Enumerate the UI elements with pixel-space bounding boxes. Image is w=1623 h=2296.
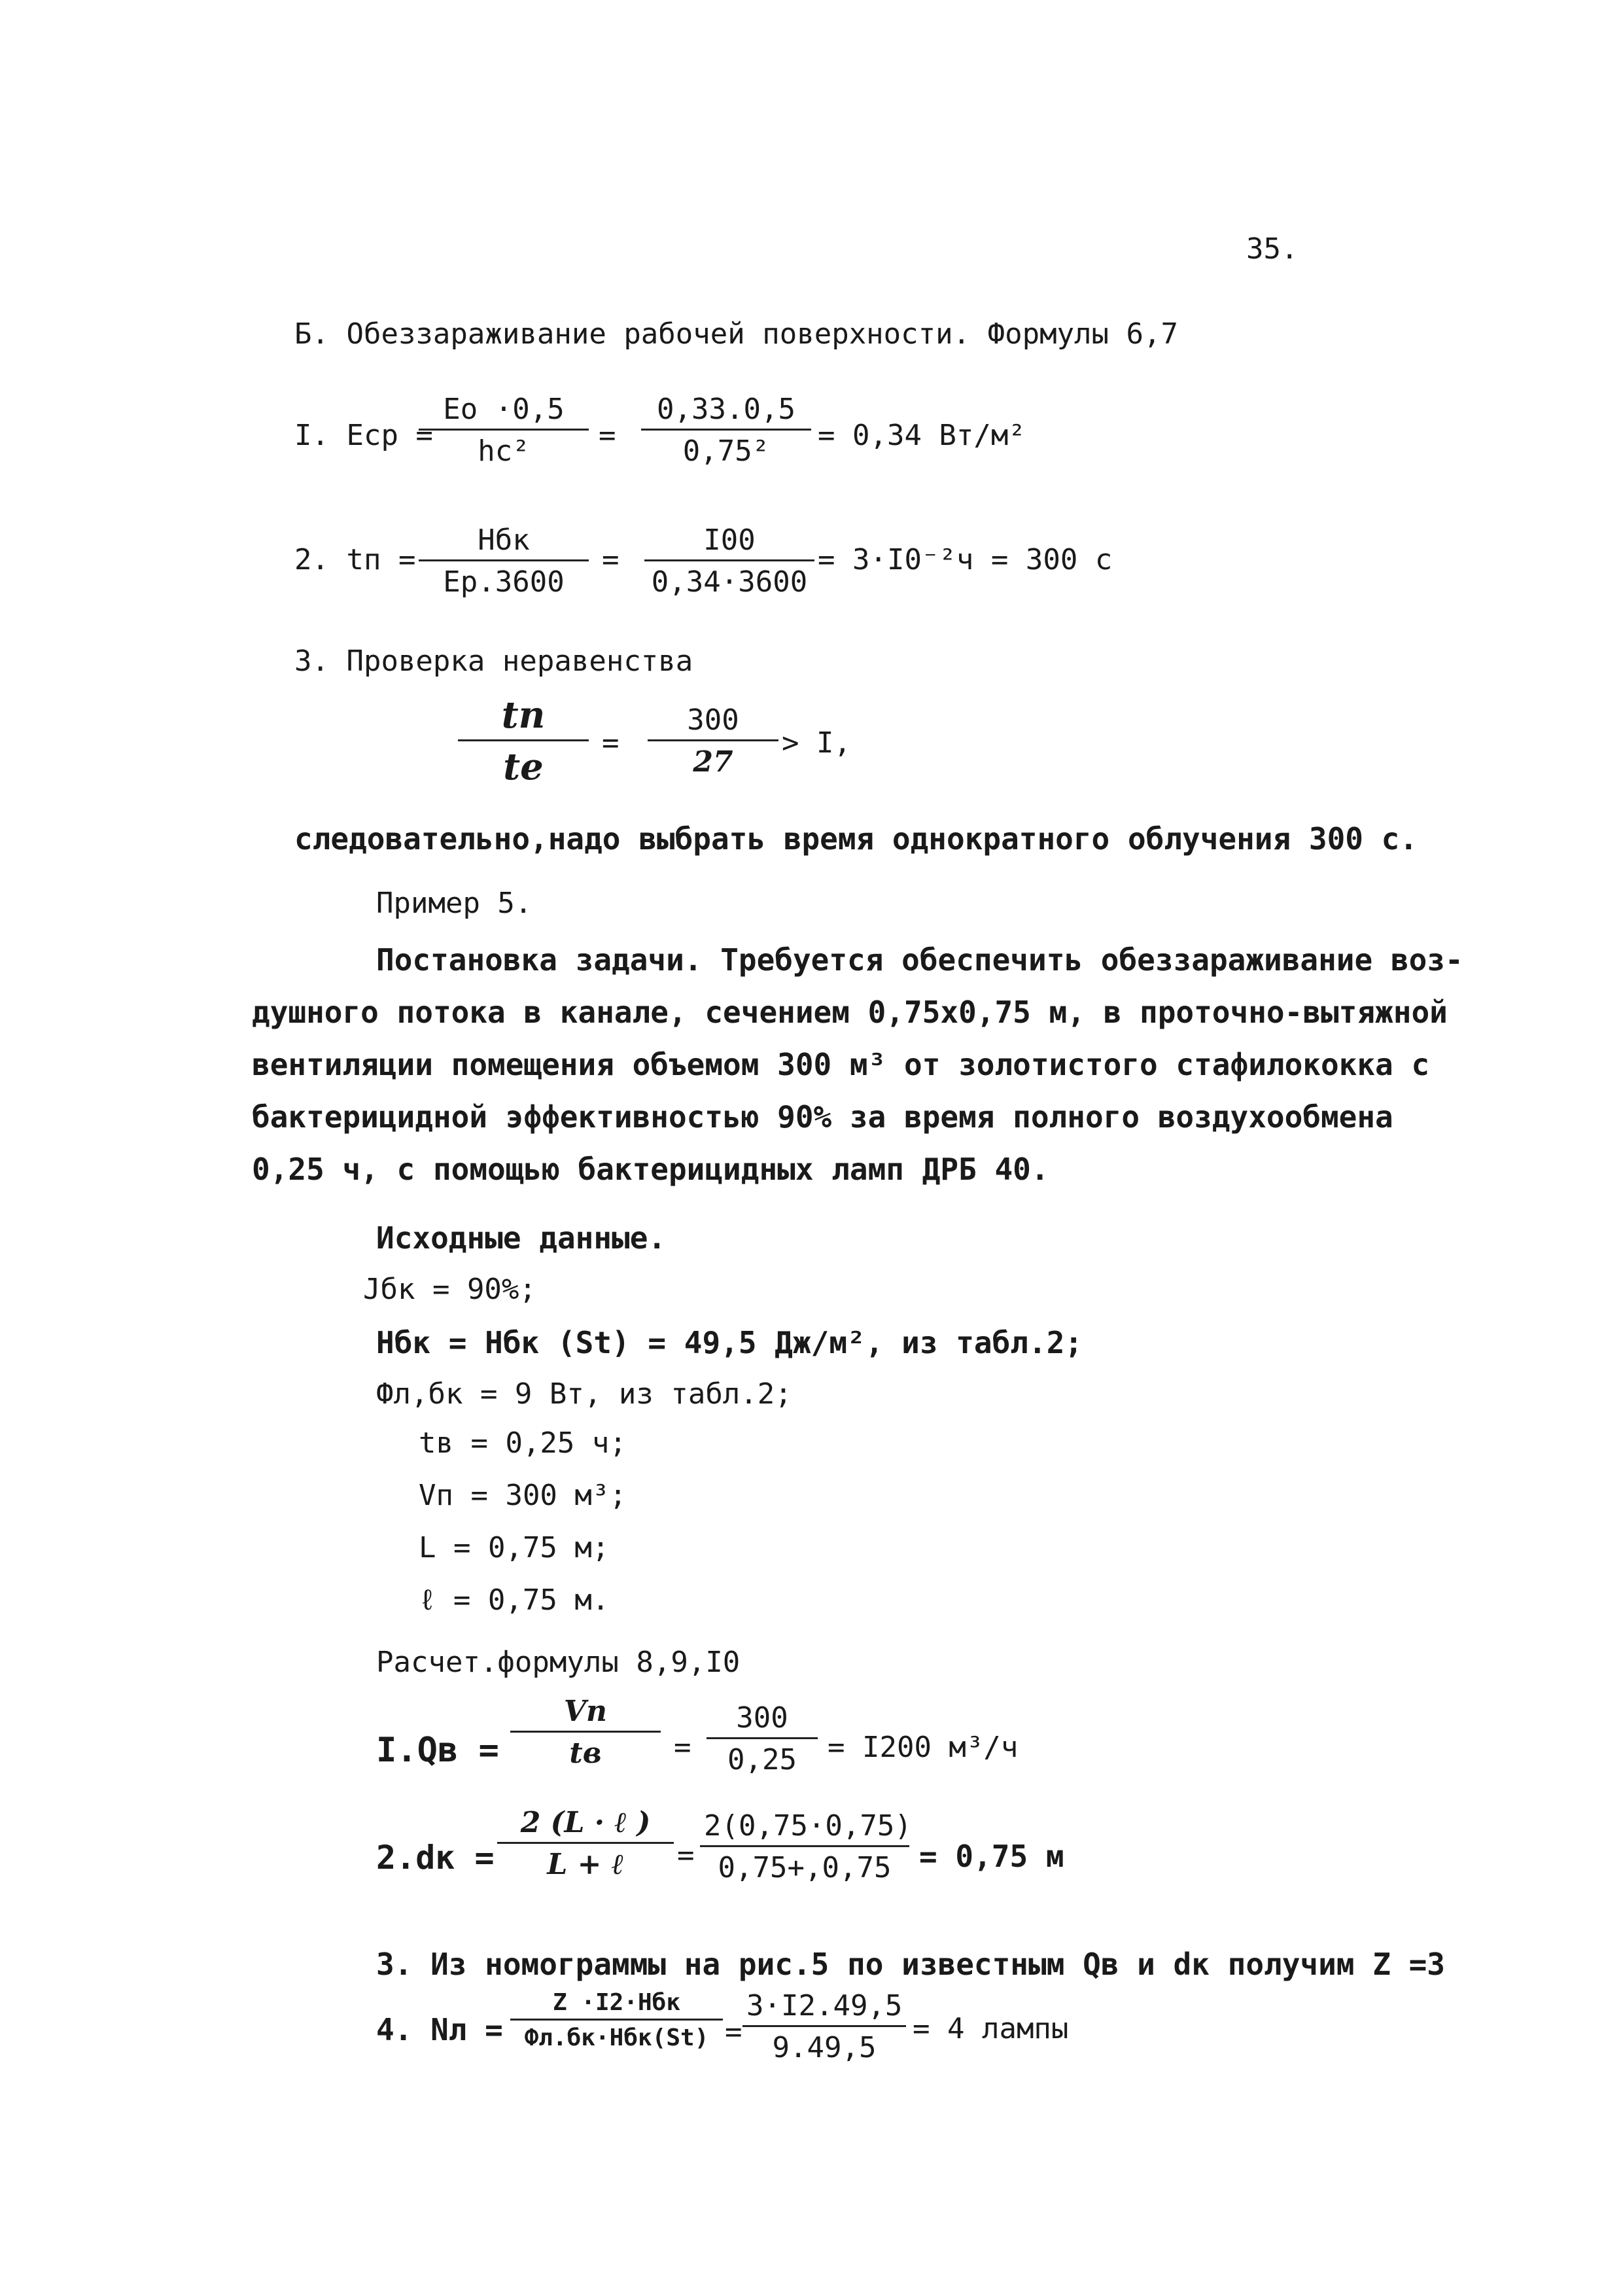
c4-result: = 4 лампы <box>913 2012 1069 2045</box>
input-data-title: Исходные данные. <box>376 1220 667 1256</box>
c4-fraction-2 <box>742 1989 906 2064</box>
eq3-equals: = <box>602 726 620 760</box>
c1-fraction-2 <box>707 1701 818 1776</box>
c2-fraction-2 <box>700 1809 912 1884</box>
c4-fraction-1 <box>510 1989 723 2051</box>
c1-f2-den: 0,25 <box>727 1743 797 1776</box>
eq1-f1-num: Eо ·0,5 <box>419 393 589 431</box>
c1-f1-den: tв <box>569 1737 602 1770</box>
c1-fraction-1 <box>510 1695 661 1770</box>
eq2-f1-num: Нбк <box>419 523 589 561</box>
section-b-heading: Б. Обеззараживание рабочей поверхности. Формулы 6,7 <box>294 317 1179 351</box>
c2-result: = 0,75 м <box>919 1839 1064 1874</box>
problem-line-2: душного потока в канале, сечением 0,75x0,75 м, в проточно-вытяжной <box>252 995 1448 1030</box>
c4-equals: = <box>725 2015 742 2049</box>
section-b-conclusion: следовательно,надо выбрать время однократного облучения 300 с. <box>294 821 1418 857</box>
eq2-label: 2. tп = <box>294 543 416 576</box>
eq2-result: = 3·I0⁻²ч = 300 с <box>818 543 1113 576</box>
eq1-fraction-1 <box>419 393 589 468</box>
eq3-fraction-1 <box>458 694 589 788</box>
eq2-fraction-2 <box>644 523 814 599</box>
c1-result: = I200 м³/ч <box>828 1731 1019 1764</box>
c1-label: I.Qв = <box>376 1731 499 1770</box>
c2-f1-den: L + ℓ <box>547 1848 624 1881</box>
c2-f2-num: 2(0,75·0,75) <box>700 1809 909 1847</box>
eq3-f2-den: 27 <box>693 745 733 779</box>
problem-line-5: 0,25 ч, с помощью бактерицидных ламп ДРБ 40. <box>252 1152 1049 1187</box>
eq3-result: > I, <box>782 726 851 760</box>
eq2-f2-den: 0,34·3600 <box>651 565 808 599</box>
c2-equals: = <box>677 1839 695 1872</box>
eq2-f2-num: I00 <box>644 523 814 561</box>
c4-f1-num: Z ·I2·Нбк <box>510 1989 723 2021</box>
eq2-fraction-1 <box>419 523 589 599</box>
calc-3: 3. Из номограммы на рис.5 по известным Qв и dк получим Z =3 <box>376 1947 1445 1982</box>
problem-line-3: вентиляции помещения объемом 300 м³ от золотистого стафилококка с <box>252 1047 1430 1082</box>
c2-f2-den: 0,75+,0,75 <box>718 1851 892 1884</box>
c1-equals: = <box>674 1731 691 1764</box>
eq3-fraction-2 <box>648 703 778 779</box>
c2-fraction-1 <box>497 1806 674 1881</box>
eq3-label: 3. Проверка неравенства <box>294 645 693 678</box>
c1-f2-num: 300 <box>707 1701 818 1739</box>
c4-label: 4. Nл = <box>376 2012 503 2047</box>
input-length: L = 0,75 м; <box>419 1531 610 1564</box>
eq1-label: I. Eср = <box>294 419 433 452</box>
input-dose: Нбк = Нбк (St) = 49,5 Дж/м², из табл.2; <box>376 1325 1083 1360</box>
input-lamp-flux: Фл,бк = 9 Вт, из табл.2; <box>376 1377 792 1411</box>
calc-title: Расчет.формулы 8,9,I0 <box>376 1646 741 1679</box>
eq1-equals: = <box>599 419 616 452</box>
eq1-f2-num: 0,33.0,5 <box>641 393 811 431</box>
problem-line-1: Постановка задачи. Требуется обеспечить обеззараживание воз- <box>376 942 1463 978</box>
eq3-f2-num: 300 <box>648 703 778 741</box>
c4-f2-num: 3·I2.49,5 <box>742 1989 906 2027</box>
c1-f1-num: Vп <box>510 1695 661 1733</box>
eq1-fraction-2 <box>641 393 811 468</box>
page-number: 35. <box>1246 232 1299 266</box>
c2-f1-num: 2 (L · ℓ ) <box>497 1806 674 1844</box>
eq2-equals: = <box>602 543 620 576</box>
input-time: tв = 0,25 ч; <box>419 1426 627 1460</box>
eq3-f1-den: tе <box>503 745 544 788</box>
c4-f2-den: 9.49,5 <box>772 2031 877 2064</box>
problem-line-4: бактерицидной эффективностью 90% за время полного воздухообмена <box>252 1099 1393 1135</box>
eq2-f1-den: Eр.3600 <box>443 565 565 599</box>
input-width: ℓ = 0,75 м. <box>419 1583 610 1617</box>
eq1-f1-den: hс² <box>478 434 530 468</box>
c2-label: 2.dк = <box>376 1839 495 1877</box>
eq3-f1-num: tп <box>458 694 589 741</box>
eq1-result: = 0,34 Вт/м² <box>818 419 1026 452</box>
c4-f1-den: Фл.бк·Нбк(St) <box>524 2024 709 2051</box>
example5-title: Пример 5. <box>376 887 532 920</box>
input-volume: Vп = 300 м³; <box>419 1479 627 1512</box>
eq1-f2-den: 0,75² <box>682 434 770 468</box>
input-efficiency: Jбк = 90%; <box>363 1273 536 1306</box>
